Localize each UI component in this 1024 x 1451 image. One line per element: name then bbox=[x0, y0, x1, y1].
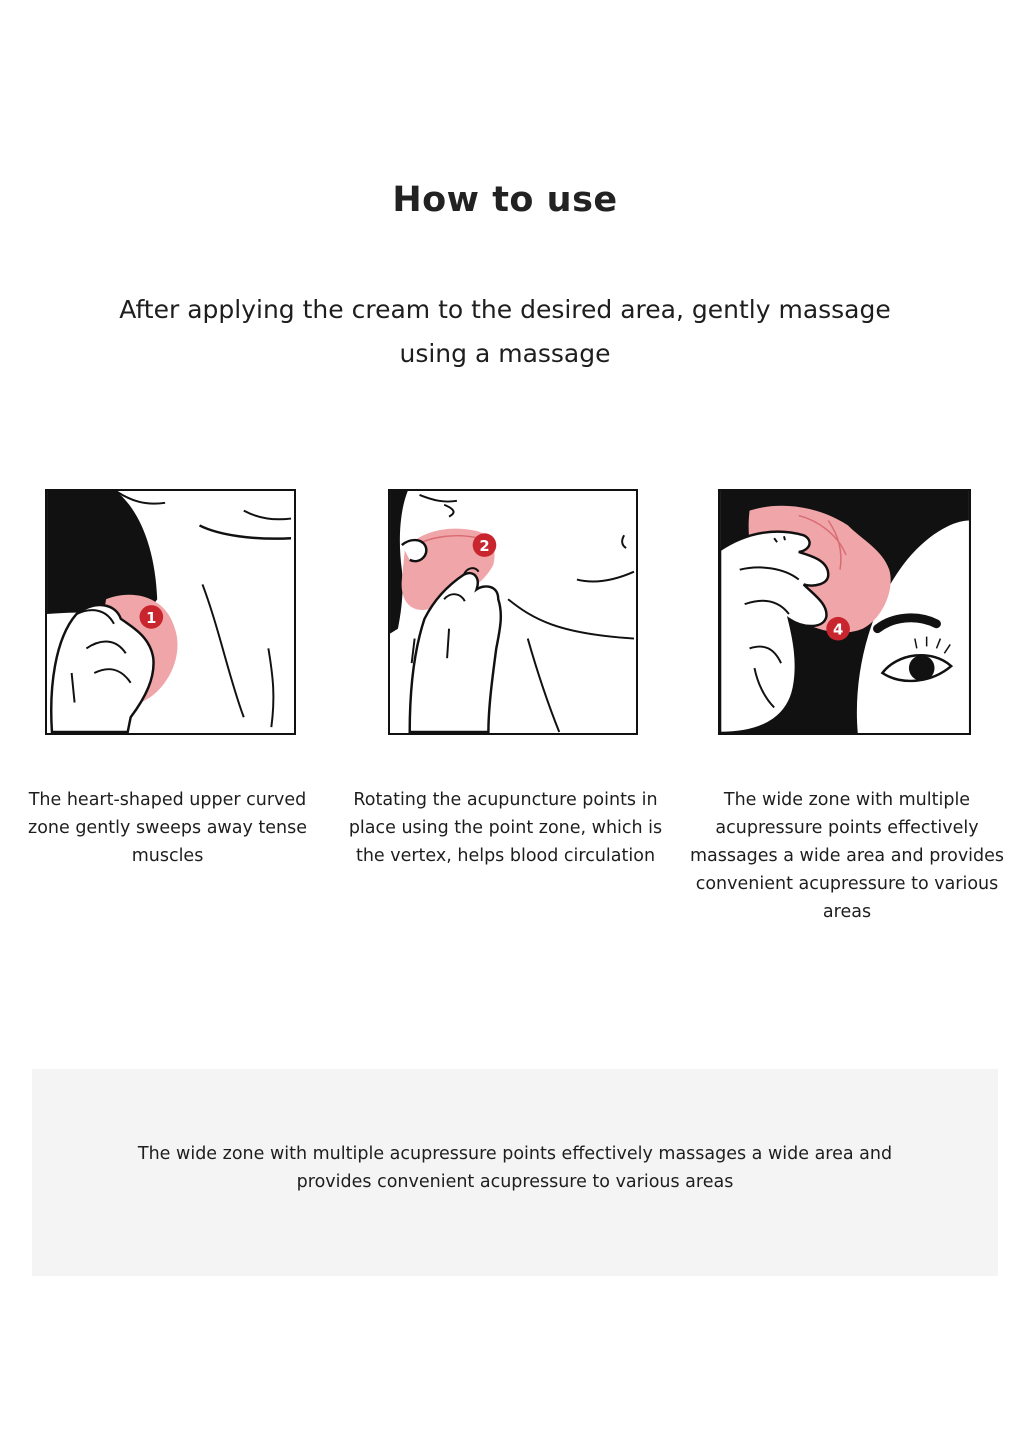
jaw-massage-icon bbox=[390, 491, 636, 733]
neck-massage-icon bbox=[47, 491, 294, 733]
note-box bbox=[32, 1069, 998, 1276]
step-3-caption: The wide zone with multiple acupressure points effectively massages a wide area and provides convenient acupressure to various areas bbox=[689, 790, 1005, 922]
note-text: The wide zone with multiple acupressure points effectively massages a wide area and provides convenient acupressure to various areas bbox=[137, 1144, 893, 1192]
step-3-badge: 4 bbox=[832, 621, 844, 639]
intro-text: After applying the cream to the desired area, gently massage using a massage bbox=[119, 295, 891, 368]
step-1-badge: 1 bbox=[146, 609, 157, 627]
step-1-illustration bbox=[45, 489, 296, 735]
forehead-massage-icon bbox=[720, 491, 969, 733]
step-2-illustration bbox=[388, 489, 638, 735]
page-title: How to use bbox=[392, 180, 618, 220]
step-3-illustration bbox=[718, 489, 971, 735]
step-2-badge: 2 bbox=[479, 538, 490, 556]
step-2-caption: Rotating the acupuncture points in place using the point zone, which is the vertex, helps blood circulation bbox=[348, 790, 663, 866]
step-1-caption: The heart-shaped upper curved zone gently sweeps away tense muscles bbox=[28, 790, 307, 866]
